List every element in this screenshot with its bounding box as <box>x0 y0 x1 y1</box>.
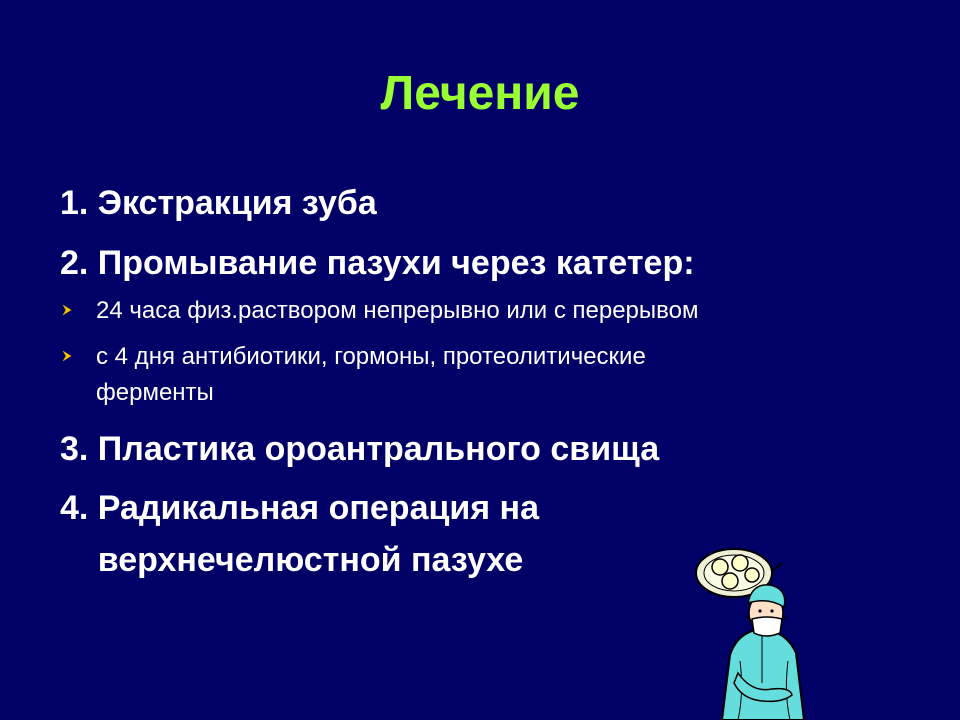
list-item-2: 2. Промывание пазухи через катетер: <box>60 244 695 282</box>
list-item-4-line2: верхнечелюстной пазухе <box>60 541 524 579</box>
sub-item-2-text: с 4 дня антибиотики, гормоны, протеолитические <box>96 343 646 370</box>
slide-title: Лечение <box>380 67 580 120</box>
list-item-3: 3. Пластика ороантрального свища <box>60 430 660 468</box>
arrow-bullet-icon <box>60 294 74 328</box>
sub-item-2-text-line2: ферменты <box>96 379 214 406</box>
list-item-4-line1: 4. Радикальная операция на <box>60 489 540 527</box>
arrow-bullet-icon <box>60 340 74 374</box>
surgeon-with-operating-lamp-icon <box>692 543 812 720</box>
list-item-1: 1. Экстракция зуба <box>60 184 377 222</box>
sub-item-1-text: 24 часа физ.раствором непрерывно или с перерывом <box>96 297 699 324</box>
